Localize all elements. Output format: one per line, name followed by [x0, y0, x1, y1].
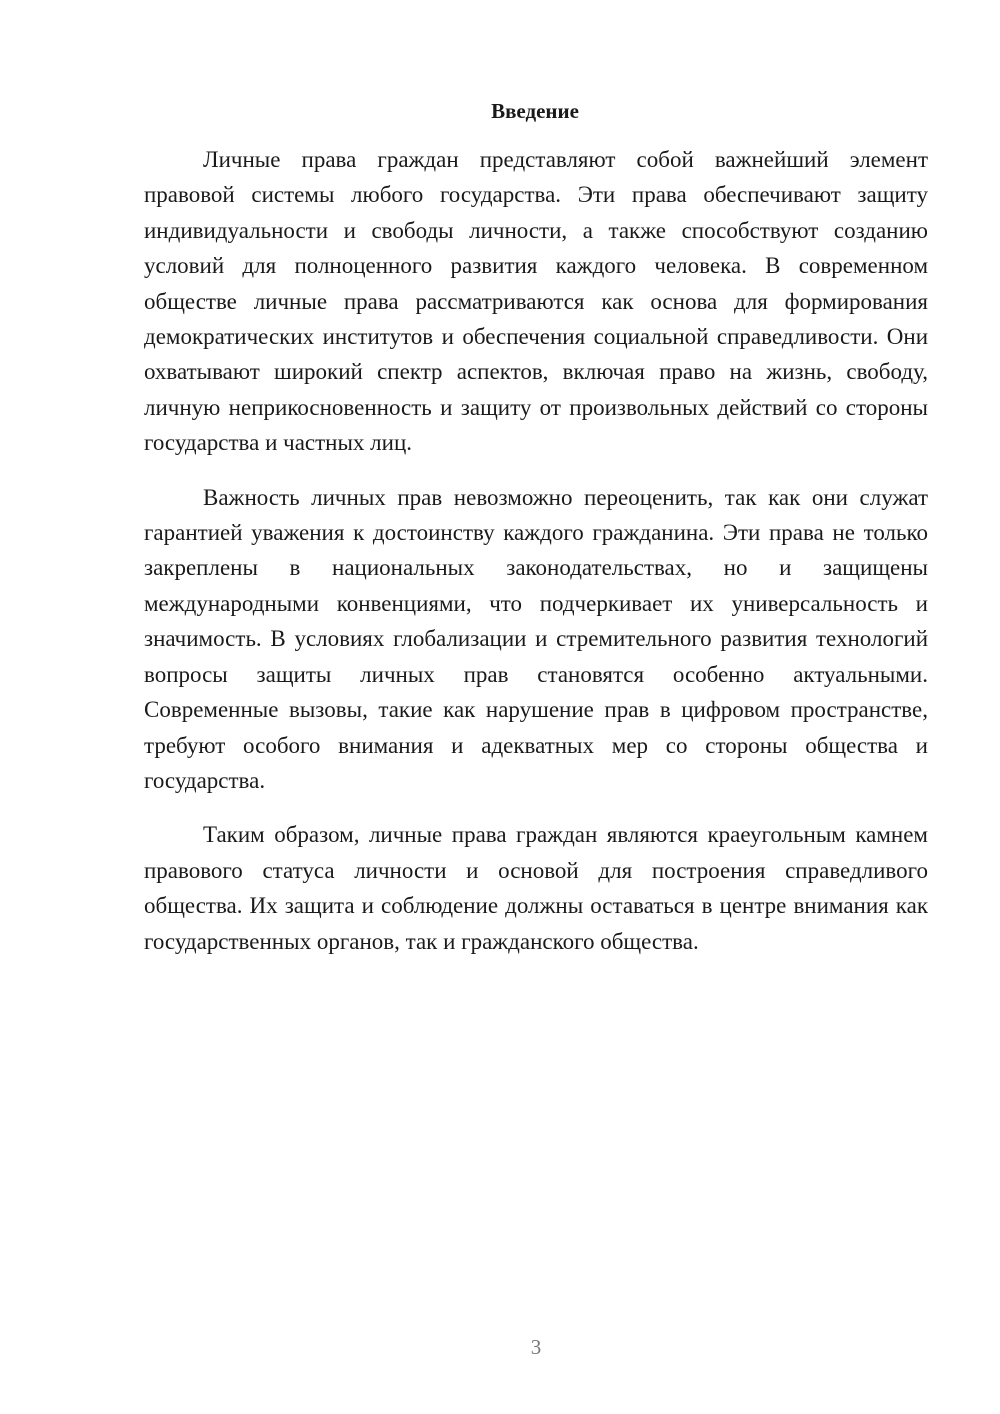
section-title: Введение	[491, 99, 579, 123]
paragraph-2: Важность личных прав невозможно переоценить, так как они служат гарантией уважения к достоинству каждого гражданина. Эти права не только закреплены в национальных законодательствах, но и защищены международными конвенциями, что подчеркивает их универсальность и значимость. В условиях глобализации и стремительного развития технологий вопросы защиты личных прав становятся особенно актуальными. Современные вызовы, такие как нарушение прав в цифровом пространстве, требуют особого внимания и адекватных мер со стороны общества и государства.	[144, 484, 928, 793]
paragraph-3: Таким образом, личные права граждан являются краеугольным камнем правового статуса личности и основой для построения справедливого общества. Их защита и соблюдение должны оставаться в центре внимания как государственных органов, так и гражданского общества.	[144, 822, 928, 954]
body-text	[144, 142, 928, 978]
page-number: 3	[530, 1335, 542, 1359]
paragraph-1: Личные права граждан представляют собой важнейший элемент правовой системы любого государства. Эти права обеспечивают защиту индивидуальности и свободы личности, а также способствуют созданию условий для полноценного развития каждого человека. В современном обществе личные права рассматриваются как основа для формирования демократических институтов и обеспечения социальной справедливости. Они охватывают широкий спектр аспектов, включая право на жизнь, свободу, личную неприкосновенность и защиту от произвольных действий со стороны государства и частных лиц.	[144, 147, 928, 456]
